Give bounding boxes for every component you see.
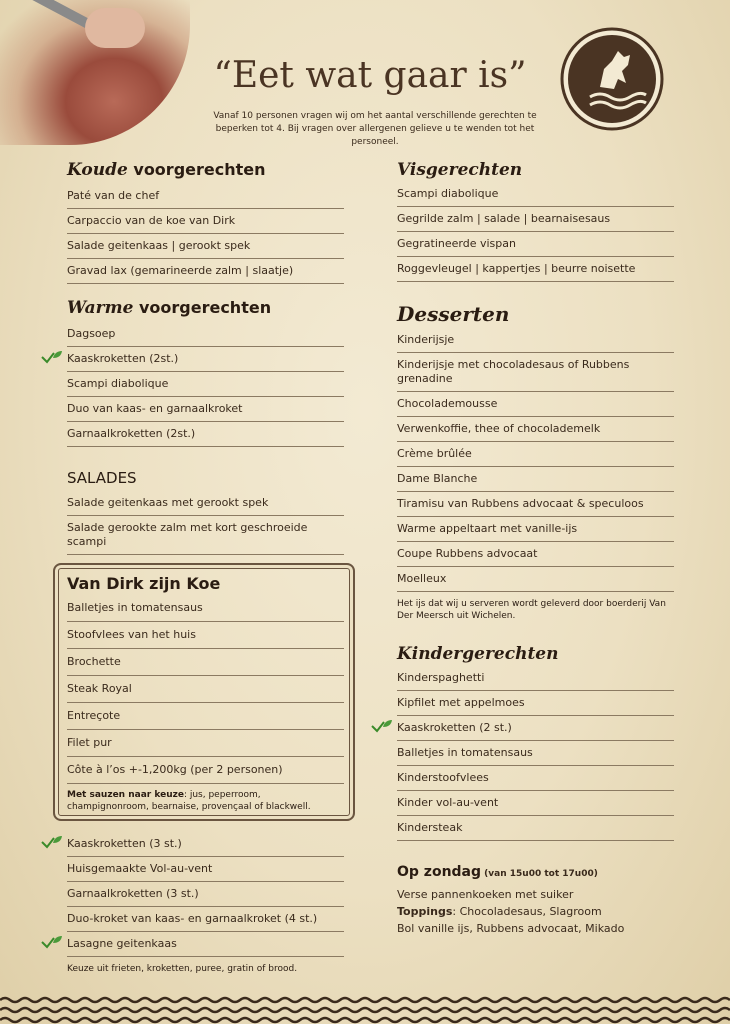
right-column [397, 160, 674, 937]
menu-item-label: Steak Royal [67, 682, 132, 695]
menu-item-label: Chocolademousse [397, 397, 498, 410]
zondag-heading: Op zondag (van 15u00 tot 17u00) [397, 864, 598, 880]
menu-item [397, 791, 674, 816]
menu-item [67, 857, 344, 882]
koude-heading: Koude voorgerechten [67, 160, 266, 180]
menu-item [67, 347, 344, 372]
menu-item [397, 716, 674, 741]
vis-heading: Visgerechten [397, 160, 523, 180]
menu-item-label: Dame Blanche [397, 472, 478, 485]
menu-item [67, 907, 344, 932]
menu-item-label: Gegrilde zalm | salade | bearnaisesaus [397, 212, 611, 225]
menu-item-label: Côte à l’os +-1,200kg (per 2 personen) [67, 763, 283, 776]
menu-item [67, 622, 344, 649]
wave-border-top [0, 996, 730, 1004]
menu-item [397, 567, 674, 592]
menu-item-label: Entreçote [67, 709, 121, 722]
menu-item [397, 353, 674, 392]
wave-border-bottom [0, 1016, 730, 1024]
header-photo [0, 0, 190, 145]
menu-item-label: Scampi diabolique [67, 377, 169, 390]
kinder-list [397, 666, 674, 841]
zondag-details [397, 886, 674, 937]
menu-item-label: Duo van kaas- en garnaalkroket [67, 402, 243, 415]
kinder-heading: Kindergerechten [397, 644, 559, 664]
menu-item-label: Kaaskroketten (2 st.) [397, 721, 512, 734]
menu-item [397, 467, 674, 492]
page-subtitle: Vanaf 10 personen vragen wij om het aantal verschillende gerechten te beperken tot 4. Bij vragen over allergenen gelieve u te wenden tot het personeel. [213, 111, 537, 147]
menu-item [397, 257, 674, 282]
desserten-heading: Desserten [397, 302, 510, 326]
menu-item-label: Lasagne geitenkaas [67, 937, 177, 950]
menu-item [67, 397, 344, 422]
leaf-check-icon [41, 935, 63, 949]
menu-item [397, 492, 674, 517]
menu-item-label: Kinder vol-au-vent [397, 796, 499, 809]
menu-item-label: Salade geitenkaas | gerookt spek [67, 239, 251, 252]
menu-item-label: Duo-kroket van kaas- en garnaalkroket (4 st.) [67, 912, 318, 925]
menu-item [67, 234, 344, 259]
zondag-line1: Verse pannenkoeken met suiker [397, 888, 574, 901]
menu-item-label: Kipfilet met appelmoes [397, 696, 525, 709]
menu-item-label: Coupe Rubbens advocaat [397, 547, 538, 560]
koude-list [67, 184, 344, 284]
menu-item [397, 392, 674, 417]
menu-item [67, 730, 344, 757]
menu-item-label: Scampi diabolique [397, 187, 499, 200]
leaf-check-icon [371, 719, 393, 733]
menu-item [67, 422, 344, 447]
menu-item [397, 542, 674, 567]
menu-item [67, 259, 344, 284]
sides-note: Keuze uit frieten, kroketten, puree, gratin of brood. [67, 964, 298, 974]
menu-item-label: Warme appeltaart met vanille-ijs [397, 522, 578, 535]
menu-item-label: Gravad lax (gemarineerde zalm | slaatje) [67, 264, 294, 277]
leaf-check-icon [41, 350, 63, 364]
menu-item [67, 882, 344, 907]
menu-item [397, 442, 674, 467]
left-column [67, 160, 344, 555]
menu-item [67, 209, 344, 234]
menu-item-label: Roggevleugel | kappertjes | beurre noisette [397, 262, 636, 275]
menu-item [397, 182, 674, 207]
menu-item-label: Salade gerookte zalm met kort geschroeide scampi [67, 521, 308, 548]
menu-item-label: Balletjes in tomatensaus [397, 746, 533, 759]
menu-item-label: Garnaalkroketten (3 st.) [67, 887, 199, 900]
menu-item-label: Kaaskroketten (3 st.) [67, 837, 182, 850]
menu-item-label: Kinderijsje met chocoladesaus of Rubbens grenadine [397, 358, 630, 385]
menu-item [397, 517, 674, 542]
menu-item [67, 595, 344, 622]
menu-item [67, 184, 344, 209]
horse-logo-icon [560, 27, 664, 131]
menu-item-label: Stoofvlees van het huis [67, 628, 196, 641]
wave-border-middle [0, 1006, 730, 1014]
menu-item-label: Kindersteak [397, 821, 463, 834]
menu-item [67, 491, 344, 516]
menu-item [397, 666, 674, 691]
menu-item-label: Filet pur [67, 736, 112, 749]
menu-item [67, 757, 344, 784]
menu-item [67, 372, 344, 397]
menu-item-label: Tiramisu van Rubbens advocaat & speculoos [397, 497, 644, 510]
menu-item-label: Brochette [67, 655, 121, 668]
warme-heading: Warme voorgerechten [67, 298, 272, 318]
menu-item [67, 649, 344, 676]
menu-item [397, 232, 674, 257]
menu-item [67, 932, 344, 957]
mains-list [67, 832, 344, 957]
menu-item-label: Salade geitenkaas met gerookt spek [67, 496, 269, 509]
sauce-note: Met sauzen naar keuze: jus, peperroom, champignonroom, bearnaise, provençaal of blackwell. [67, 790, 311, 812]
menu-item-label: Crème brûlée [397, 447, 472, 460]
menu-item-label: Garnaalkroketten (2st.) [67, 427, 196, 440]
menu-item [397, 816, 674, 841]
menu-item-label: Kaaskroketten (2st.) [67, 352, 179, 365]
desserten-list [397, 328, 674, 592]
ijs-note: Het ijs dat wij u serveren wordt geleverd door boerderij Van Der Meersch uit Wichelen. [397, 599, 666, 621]
hand-image [85, 8, 145, 48]
menu-item [397, 328, 674, 353]
menu-item-label: Paté van de chef [67, 189, 160, 202]
menu-item-label: Kinderspaghetti [397, 671, 485, 684]
menu-item-label: Balletjes in tomatensaus [67, 601, 203, 614]
page-title: “Eet wat gaar is” [213, 55, 527, 96]
menu-item [397, 417, 674, 442]
menu-item-label: Verwenkoffie, thee of chocolademelk [397, 422, 601, 435]
salades-list [67, 491, 344, 555]
leaf-check-icon [41, 835, 63, 849]
zondag-line3: Bol vanille ijs, Rubbens advocaat, Mikado [397, 922, 625, 935]
koe-section [67, 574, 344, 813]
menu-item [67, 676, 344, 703]
zondag-toppings: Toppings: Chocoladesaus, Slagroom [397, 905, 602, 918]
menu-item [397, 766, 674, 791]
menu-item [397, 207, 674, 232]
salades-heading: SALADES [67, 469, 137, 487]
warme-list [67, 322, 344, 447]
mains-section [67, 832, 344, 975]
menu-item-label: Carpaccio van de koe van Dirk [67, 214, 236, 227]
menu-item-label: Huisgemaakte Vol-au-vent [67, 862, 213, 875]
menu-item [67, 322, 344, 347]
menu-item-label: Moelleux [397, 572, 447, 585]
koe-list [67, 595, 344, 784]
menu-item-label: Dagsoep [67, 327, 116, 340]
vis-list [397, 182, 674, 282]
menu-item-label: Kinderstoofvlees [397, 771, 489, 784]
menu-item [67, 703, 344, 730]
koe-heading: Van Dirk zijn Koe [67, 574, 221, 593]
menu-item [67, 832, 344, 857]
menu-item [397, 741, 674, 766]
menu-item-label: Gegratineerde vispan [397, 237, 516, 250]
menu-item-label: Kinderijsje [397, 333, 455, 346]
menu-item [67, 516, 344, 555]
menu-item [397, 691, 674, 716]
